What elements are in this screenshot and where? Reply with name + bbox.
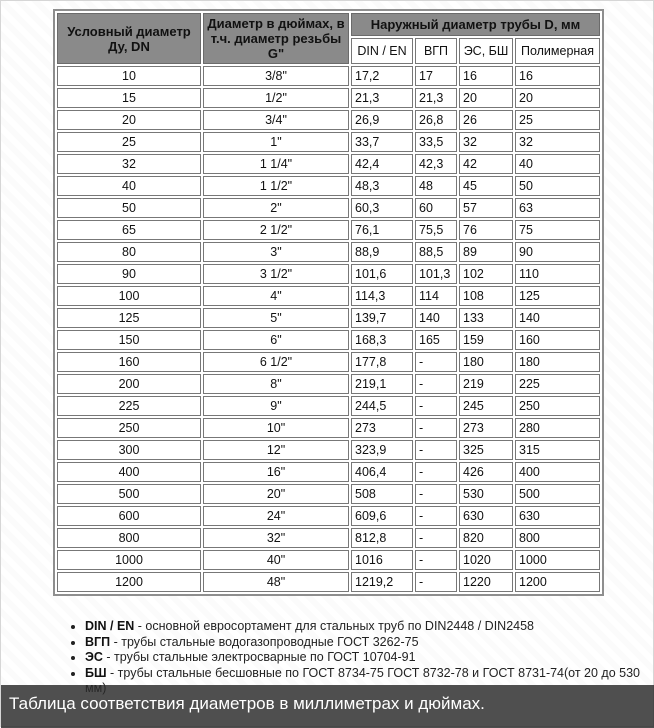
caption-bar xyxy=(1,685,654,728)
cell-din-en: 609,6 xyxy=(351,506,413,526)
cell-vgp: 42,3 xyxy=(415,154,457,174)
cell-vgp: - xyxy=(415,484,457,504)
cell-din-en: 812,8 xyxy=(351,528,413,548)
cell-inch: 10" xyxy=(203,418,349,438)
cell-vgp: - xyxy=(415,572,457,592)
cell-dn: 90 xyxy=(57,264,201,284)
table-row xyxy=(57,418,600,438)
cell-es-bsh: 133 xyxy=(459,308,513,328)
table-row xyxy=(57,176,600,196)
cell-dn: 400 xyxy=(57,462,201,482)
cell-vgp: 165 xyxy=(415,330,457,350)
cell-polymer: 250 xyxy=(515,396,600,416)
cell-polymer: 40 xyxy=(515,154,600,174)
cell-din-en: 33,7 xyxy=(351,132,413,152)
table-row xyxy=(57,198,600,218)
header-inch: Диаметр в дюймах, в т.ч. диаметр резьбы G" xyxy=(203,13,349,64)
cell-dn: 32 xyxy=(57,154,201,174)
cell-din-en: 48,3 xyxy=(351,176,413,196)
table-row xyxy=(57,286,600,306)
cell-din-en: 1016 xyxy=(351,550,413,570)
cell-dn: 800 xyxy=(57,528,201,548)
cell-din-en: 168,3 xyxy=(351,330,413,350)
cell-dn: 300 xyxy=(57,440,201,460)
cell-vgp: 75,5 xyxy=(415,220,457,240)
table-header-row xyxy=(57,13,600,36)
legend-text: - основной евросортамент для стальных труб по DIN2448 / DIN2458 xyxy=(134,619,535,633)
cell-vgp: - xyxy=(415,528,457,548)
cell-dn: 50 xyxy=(57,198,201,218)
cell-inch: 3/8" xyxy=(203,66,349,86)
cell-es-bsh: 89 xyxy=(459,242,513,262)
cell-din-en: 219,1 xyxy=(351,374,413,394)
cell-inch: 16" xyxy=(203,462,349,482)
cell-din-en: 323,9 xyxy=(351,440,413,460)
cell-es-bsh: 42 xyxy=(459,154,513,174)
table-row xyxy=(57,572,600,592)
subheader-es-bsh: ЭС, БШ xyxy=(459,38,513,64)
subheader-polymer: Полимерная xyxy=(515,38,600,64)
subheader-vgp: ВГП xyxy=(415,38,457,64)
cell-dn: 20 xyxy=(57,110,201,130)
table-row xyxy=(57,88,600,108)
cell-polymer: 500 xyxy=(515,484,600,504)
cell-dn: 250 xyxy=(57,418,201,438)
table-row xyxy=(57,462,600,482)
cell-vgp: - xyxy=(415,396,457,416)
cell-dn: 1200 xyxy=(57,572,201,592)
cell-vgp: 26,8 xyxy=(415,110,457,130)
diameter-table xyxy=(55,11,602,594)
cell-es-bsh: 108 xyxy=(459,286,513,306)
legend-term: DIN / EN xyxy=(85,619,135,633)
cell-polymer: 160 xyxy=(515,330,600,350)
table-row xyxy=(57,506,600,526)
subheader-din-en: DIN / EN xyxy=(351,38,413,64)
cell-din-en: 76,1 xyxy=(351,220,413,240)
cell-dn: 10 xyxy=(57,66,201,86)
cell-dn: 160 xyxy=(57,352,201,372)
legend-text: - трубы стальные водогазопроводные ГОСТ 3262-75 xyxy=(110,634,419,649)
cell-inch: 5" xyxy=(203,308,349,328)
cell-vgp: 101,3 xyxy=(415,264,457,284)
legend-text: - трубы стальные бесшовные по ГОСТ 8734-75 ГОСТ 8732-78 и ГОСТ 8731-74(от 20 до 530 xyxy=(110,665,640,680)
caption-text: Таблица соответствия диаметров в миллиметрах и дюймах. xyxy=(9,694,485,713)
cell-dn: 600 xyxy=(57,506,201,526)
legend-term: БШ xyxy=(85,665,107,680)
diameter-table-container xyxy=(53,9,604,596)
cell-es-bsh: 26 xyxy=(459,110,513,130)
cell-inch: 32" xyxy=(203,528,349,548)
table-row xyxy=(57,550,600,570)
legend-text: - трубы стальные электросварные по ГОСТ 10704-91 xyxy=(102,650,416,664)
cell-din-en: 1219,2 xyxy=(351,572,413,592)
cell-inch: 3 1/2" xyxy=(203,264,349,284)
table-row xyxy=(57,396,600,416)
cell-dn: 80 xyxy=(57,242,201,262)
cell-dn: 1000 xyxy=(57,550,201,570)
cell-es-bsh: 245 xyxy=(459,396,513,416)
cell-inch: 3/4" xyxy=(203,110,349,130)
cell-es-bsh: 1020 xyxy=(459,550,513,570)
cell-inch: 24" xyxy=(203,506,349,526)
cell-polymer: 180 xyxy=(515,352,600,372)
cell-vgp: - xyxy=(415,352,457,372)
cell-vgp: - xyxy=(415,462,457,482)
cell-inch: 1 1/4" xyxy=(203,154,349,174)
table-row xyxy=(57,308,600,328)
cell-dn: 65 xyxy=(57,220,201,240)
cell-polymer: 140 xyxy=(515,308,600,328)
cell-inch: 20" xyxy=(203,484,349,504)
cell-vgp: 21,3 xyxy=(415,88,457,108)
cell-es-bsh: 102 xyxy=(459,264,513,284)
cell-vgp: - xyxy=(415,418,457,438)
header-outer-diameter: Наружный диаметр трубы D, мм xyxy=(351,13,600,36)
cell-din-en: 17,2 xyxy=(351,66,413,86)
cell-din-en: 88,9 xyxy=(351,242,413,262)
cell-polymer: 20 xyxy=(515,88,600,108)
cell-inch: 2 1/2" xyxy=(203,220,349,240)
cell-polymer: 280 xyxy=(515,418,600,438)
cell-inch: 9" xyxy=(203,396,349,416)
cell-inch: 8" xyxy=(203,374,349,394)
cell-polymer: 50 xyxy=(515,176,600,196)
table-row xyxy=(57,110,600,130)
cell-inch: 48" xyxy=(203,572,349,592)
cell-dn: 25 xyxy=(57,132,201,152)
cell-inch: 1" xyxy=(203,132,349,152)
cell-polymer: 800 xyxy=(515,528,600,548)
cell-vgp: - xyxy=(415,374,457,394)
cell-dn: 125 xyxy=(57,308,201,328)
cell-vgp: 17 xyxy=(415,66,457,86)
cell-dn: 225 xyxy=(57,396,201,416)
header-dn: Условный диаметр Ду, DN xyxy=(57,13,201,64)
legend-note xyxy=(85,650,645,666)
cell-es-bsh: 159 xyxy=(459,330,513,350)
cell-inch: 12" xyxy=(203,440,349,460)
cell-dn: 150 xyxy=(57,330,201,350)
cell-es-bsh: 426 xyxy=(459,462,513,482)
cell-polymer: 400 xyxy=(515,462,600,482)
cell-es-bsh: 273 xyxy=(459,418,513,438)
cell-din-en: 26,9 xyxy=(351,110,413,130)
cell-vgp: 33,5 xyxy=(415,132,457,152)
table-row xyxy=(57,374,600,394)
cell-es-bsh: 820 xyxy=(459,528,513,548)
cell-din-en: 177,8 xyxy=(351,352,413,372)
legend-note xyxy=(85,635,645,651)
cell-vgp: 140 xyxy=(415,308,457,328)
cell-es-bsh: 16 xyxy=(459,66,513,86)
cell-polymer: 125 xyxy=(515,286,600,306)
cell-din-en: 244,5 xyxy=(351,396,413,416)
cell-inch: 1 1/2" xyxy=(203,176,349,196)
cell-inch: 1/2" xyxy=(203,88,349,108)
cell-din-en: 101,6 xyxy=(351,264,413,284)
cell-polymer: 16 xyxy=(515,66,600,86)
cell-vgp: 48 xyxy=(415,176,457,196)
table-row xyxy=(57,330,600,350)
table-row xyxy=(57,484,600,504)
cell-es-bsh: 45 xyxy=(459,176,513,196)
cell-polymer: 630 xyxy=(515,506,600,526)
cell-inch: 2" xyxy=(203,198,349,218)
table-row xyxy=(57,528,600,548)
cell-es-bsh: 530 xyxy=(459,484,513,504)
cell-vgp: 60 xyxy=(415,198,457,218)
cell-es-bsh: 20 xyxy=(459,88,513,108)
cell-din-en: 114,3 xyxy=(351,286,413,306)
cell-polymer: 225 xyxy=(515,374,600,394)
table-row xyxy=(57,264,600,284)
table-row xyxy=(57,66,600,86)
cell-polymer: 32 xyxy=(515,132,600,152)
cell-din-en: 406,4 xyxy=(351,462,413,482)
cell-inch: 6 1/2" xyxy=(203,352,349,372)
cell-es-bsh: 57 xyxy=(459,198,513,218)
cell-polymer: 63 xyxy=(515,198,600,218)
cell-vgp: - xyxy=(415,440,457,460)
cell-dn: 100 xyxy=(57,286,201,306)
cell-vgp: 88,5 xyxy=(415,242,457,262)
cell-es-bsh: 630 xyxy=(459,506,513,526)
cell-es-bsh: 1220 xyxy=(459,572,513,592)
table-row xyxy=(57,220,600,240)
cell-din-en: 42,4 xyxy=(351,154,413,174)
table-row xyxy=(57,242,600,262)
table-row xyxy=(57,440,600,460)
cell-vgp: 114 xyxy=(415,286,457,306)
cell-inch: 3" xyxy=(203,242,349,262)
cell-dn: 15 xyxy=(57,88,201,108)
cell-inch: 40" xyxy=(203,550,349,570)
cell-polymer: 75 xyxy=(515,220,600,240)
cell-vgp: - xyxy=(415,506,457,526)
cell-es-bsh: 32 xyxy=(459,132,513,152)
cell-inch: 4" xyxy=(203,286,349,306)
cell-dn: 40 xyxy=(57,176,201,196)
cell-din-en: 273 xyxy=(351,418,413,438)
cell-es-bsh: 76 xyxy=(459,220,513,240)
table-row xyxy=(57,352,600,372)
legend-term: ЭС xyxy=(85,650,103,664)
legend-term: ВГП xyxy=(85,634,111,649)
cell-dn: 200 xyxy=(57,374,201,394)
cell-polymer: 25 xyxy=(515,110,600,130)
cell-polymer: 1200 xyxy=(515,572,600,592)
cell-polymer: 1000 xyxy=(515,550,600,570)
cell-inch: 6" xyxy=(203,330,349,350)
legend-note xyxy=(85,619,645,635)
table-row xyxy=(57,132,600,152)
cell-polymer: 315 xyxy=(515,440,600,460)
table-row xyxy=(57,154,600,174)
cell-din-en: 508 xyxy=(351,484,413,504)
cell-es-bsh: 325 xyxy=(459,440,513,460)
cell-polymer: 110 xyxy=(515,264,600,284)
table-body xyxy=(57,66,600,592)
cell-vgp: - xyxy=(415,550,457,570)
cell-dn: 500 xyxy=(57,484,201,504)
cell-es-bsh: 180 xyxy=(459,352,513,372)
cell-din-en: 21,3 xyxy=(351,88,413,108)
cell-din-en: 60,3 xyxy=(351,198,413,218)
cell-es-bsh: 219 xyxy=(459,374,513,394)
cell-din-en: 139,7 xyxy=(351,308,413,328)
cell-polymer: 90 xyxy=(515,242,600,262)
